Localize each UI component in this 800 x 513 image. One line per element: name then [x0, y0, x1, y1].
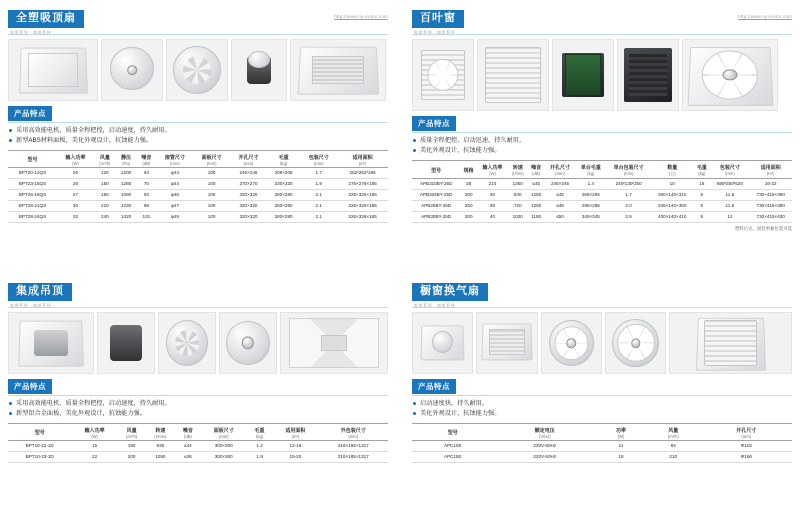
table-row	[412, 211, 792, 222]
cell: 5	[693, 211, 710, 222]
table-row	[412, 440, 792, 451]
section-subtitle: 家用系列 · 商用系列	[10, 30, 52, 35]
cell: 320×320	[230, 200, 267, 211]
cell: 280×280	[267, 211, 300, 222]
table-row	[412, 178, 792, 189]
spec-table	[412, 423, 792, 463]
column-header: 型号	[8, 150, 57, 167]
section-window-fan	[412, 283, 792, 463]
features-title: 产品特点	[8, 106, 52, 121]
column-header: 型号	[412, 160, 460, 178]
cell: ≤48	[545, 200, 576, 211]
cell: 2.1	[300, 200, 337, 211]
cell: 26	[57, 178, 94, 189]
cell: 245×245	[545, 178, 576, 189]
cell: ≤46	[175, 451, 200, 462]
cell: 1.9	[300, 178, 337, 189]
features-list	[412, 399, 792, 419]
cell: 2.1	[300, 211, 337, 222]
table-row	[8, 440, 388, 451]
features-title: 产品特点	[8, 379, 52, 394]
column-header: 型号	[8, 423, 71, 440]
table-header-row	[8, 423, 388, 440]
cell: 84	[646, 440, 701, 451]
section-integrated-ceiling	[8, 283, 388, 463]
cell: 40	[477, 211, 508, 222]
cell: 70	[136, 178, 156, 189]
table-row	[412, 189, 792, 200]
cell: 1.7	[606, 189, 651, 200]
product-photo	[412, 312, 473, 374]
column-header: 风量 (m³/h)	[94, 150, 116, 167]
product-photo-strip	[8, 312, 388, 374]
cell: APB25BY-25D	[412, 200, 460, 211]
cell: 240	[94, 211, 116, 222]
cell: 300	[460, 211, 477, 222]
section-subtitle: 家用系列 · 商用系列	[414, 303, 456, 308]
cell: 11.5	[710, 200, 749, 211]
cell: 295×295	[575, 200, 606, 211]
column-header: 毛重 (kg)	[693, 160, 710, 178]
cell: 11	[596, 440, 646, 451]
section-ceiling-fan	[8, 10, 388, 223]
cell: 5	[693, 189, 710, 200]
table-note: 塑料后壳、固装单独包装可选	[734, 225, 792, 231]
cell: 150	[118, 440, 146, 451]
column-header: 面板尺寸 (mm)	[201, 423, 247, 440]
cell: 1.9	[247, 451, 272, 462]
table-row	[8, 200, 388, 211]
table-header-row	[412, 160, 792, 178]
product-photo	[8, 312, 94, 374]
cell: φ46	[156, 189, 193, 200]
features-divider	[412, 132, 792, 133]
cell: 32	[57, 211, 94, 222]
cell: 15-20	[272, 451, 318, 462]
cell: 316×185×1317	[319, 440, 388, 451]
cell: APB325BY-25D	[412, 189, 460, 200]
column-header: 转速 (r/min)	[146, 423, 176, 440]
column-header: 噪音 (dB)	[528, 160, 545, 178]
cell: φ49	[156, 211, 193, 222]
cell: 280×280	[267, 200, 300, 211]
cell: 208×208	[267, 167, 300, 178]
cell: 230×230	[267, 178, 300, 189]
cell: 200	[460, 189, 477, 200]
cell: 10	[651, 178, 693, 189]
cell: 210	[94, 200, 116, 211]
cell: 30	[477, 189, 508, 200]
column-header: 毛重 (kg)	[247, 423, 272, 440]
column-header: 适用面积 (m²)	[272, 423, 318, 440]
cell: 93	[136, 189, 156, 200]
cell: φ47	[156, 200, 193, 211]
cell: 200	[118, 451, 146, 462]
cell: BPT28-24QS	[8, 211, 57, 222]
cell: 12-16	[272, 440, 318, 451]
column-header: 外包装尺寸 (mm)	[319, 423, 388, 440]
section-title: 集成吊顶	[8, 283, 72, 301]
cell: 246×246	[230, 167, 267, 178]
table-row	[8, 189, 388, 200]
cell: BPT10-22-1D	[8, 440, 71, 451]
cell: 730×415×390	[749, 200, 792, 211]
product-photo	[605, 312, 666, 374]
cell: BPT28-21QS	[8, 200, 57, 211]
cell: 1320	[116, 211, 136, 222]
cell: φ44	[156, 178, 193, 189]
table-row	[8, 167, 388, 178]
cell: 345×140×350	[651, 200, 693, 211]
column-header: 噪音 (dB)	[136, 150, 156, 167]
section-title: 百叶窗	[412, 10, 464, 28]
cell: 100	[193, 189, 230, 200]
column-header: 接管尺寸 (mm)	[156, 150, 193, 167]
cell: Φ116	[701, 440, 792, 451]
table-header-row	[8, 150, 388, 167]
cell: 12	[710, 211, 749, 222]
cell: APC10E	[412, 440, 493, 451]
table-row	[8, 211, 388, 222]
features-divider	[8, 122, 388, 123]
cell: 15	[71, 440, 117, 451]
product-photo	[101, 39, 163, 101]
features-title: 产品特点	[412, 379, 456, 394]
cell: 326×326×185	[337, 200, 388, 211]
cell: 100	[193, 167, 230, 178]
spec-table	[412, 160, 792, 223]
table-header-row	[412, 423, 792, 440]
product-photo	[412, 39, 474, 111]
product-photo-strip	[412, 312, 792, 374]
cell: 120	[94, 167, 116, 178]
section-title: 橱窗换气扇	[412, 283, 488, 301]
features-divider	[412, 395, 792, 396]
column-header: 面板尺寸 (mm)	[193, 150, 230, 167]
cell: 220V-50Hz	[493, 451, 596, 462]
column-header: 输入功率 (W)	[71, 423, 117, 440]
cell: 935	[146, 440, 176, 451]
cell: 270×270	[230, 178, 267, 189]
cell: 220V-50Hz	[493, 440, 596, 451]
cell: 320×320	[230, 189, 267, 200]
cell: 2.0	[606, 200, 651, 211]
product-photo	[97, 312, 155, 374]
section-title: 全塑吸顶扇	[8, 10, 84, 28]
cell: 730×415×390	[749, 189, 792, 200]
cell: 25	[460, 178, 477, 189]
column-header: 适用面积 (m²)	[749, 160, 792, 178]
column-header: 输入功率 (W)	[57, 150, 94, 167]
product-photo	[280, 312, 388, 374]
table-row	[8, 178, 388, 189]
cell: 100	[193, 178, 230, 189]
cell: 300×300	[201, 440, 247, 451]
cell: 1.2	[247, 440, 272, 451]
column-header: 开孔尺寸 (mm)	[545, 160, 576, 178]
product-photo	[8, 39, 98, 101]
column-header: 规格	[460, 160, 477, 178]
cell: 320×320	[230, 211, 267, 222]
cell: ≤44	[175, 440, 200, 451]
section-header	[8, 283, 388, 308]
product-photo	[669, 312, 792, 374]
column-header: 输入功率 (W)	[477, 160, 508, 178]
features-divider	[8, 395, 388, 396]
cell: 316×185×1317	[319, 451, 388, 462]
cell: 2.5	[606, 211, 651, 222]
product-photo-strip	[8, 39, 388, 101]
product-photo	[158, 312, 216, 374]
cell: 100	[193, 200, 230, 211]
features-title: 产品特点	[412, 116, 456, 131]
cell: 11.5	[710, 189, 749, 200]
section-header	[412, 10, 792, 35]
spec-table	[8, 423, 388, 463]
column-header: 适用面积 (m²)	[337, 150, 388, 167]
cell: 720	[508, 200, 528, 211]
section-subtitle: 家用系列 · 商用系列	[414, 30, 456, 35]
cell: 2.1	[300, 189, 337, 200]
cell: 18	[596, 451, 646, 462]
cell: 180	[94, 189, 116, 200]
cell: 1250	[528, 189, 545, 200]
cell: ≤45	[545, 189, 576, 200]
table-row	[8, 451, 388, 462]
cell: 240²130²250	[606, 178, 651, 189]
cell: BPT10-23-1D	[8, 451, 71, 462]
column-header: 静压 (Pa)	[116, 150, 136, 167]
feature-item: 美化外观设计，抗蚀能力强。	[412, 146, 792, 156]
cell: 265×265	[575, 189, 606, 200]
cell: 326×326×185	[337, 189, 388, 200]
spec-table	[8, 150, 388, 223]
feature-item: 采用高效能电机、质量全程把控，启动速度，持久耐用。	[8, 126, 388, 136]
feature-item: 美化外观设计，抗蚀能力强。	[412, 409, 792, 419]
cell: 1200	[116, 167, 136, 178]
cell: 26	[57, 167, 94, 178]
cell: 16-22	[749, 178, 792, 189]
column-header: 包装尺寸 (mm)	[300, 150, 337, 167]
section-subtitle: 家用系列 · 商用系列	[10, 303, 52, 308]
section-header	[8, 10, 388, 35]
cell: 276×276×185	[337, 178, 388, 189]
column-header: 单台包装尺寸 (mm)	[606, 160, 651, 178]
cell: 1230	[116, 200, 136, 211]
product-photo	[617, 39, 679, 111]
cell: 210	[646, 451, 701, 462]
cell: 680²250²520	[710, 178, 749, 189]
cell: 252²252²185	[337, 167, 388, 178]
feature-item: 新型铝合金面板，美化外观设计，抗蚀能力强。	[8, 409, 388, 419]
cell: 280×280	[267, 189, 300, 200]
cell: 1150	[528, 211, 545, 222]
cell: 345×345	[575, 211, 606, 222]
cell: 27	[57, 189, 94, 200]
product-photo	[476, 312, 537, 374]
website-url[interactable]: http://www.ny-motor.com	[334, 14, 388, 19]
cell: APC15E	[412, 451, 493, 462]
cell: φ44	[156, 167, 193, 178]
product-photo	[541, 312, 602, 374]
product-photo	[166, 39, 228, 101]
column-header: 额定电压 (V/Hz)	[493, 423, 596, 440]
features-list	[8, 126, 388, 146]
column-header: 数量 (台)	[651, 160, 693, 178]
cell: BPT23-15QS	[8, 178, 57, 189]
cell: ≤45	[528, 178, 545, 189]
feature-item: 采用高效能电机、质量全程把控，启动速度，持久耐用。	[8, 399, 388, 409]
cell: 16	[693, 178, 710, 189]
cell: 22	[71, 451, 117, 462]
product-photo	[219, 312, 277, 374]
cell: 100	[193, 211, 230, 222]
cell: 540	[508, 189, 528, 200]
cell: 30	[57, 200, 94, 211]
cell: 1090	[116, 189, 136, 200]
column-header: 型号	[412, 423, 493, 440]
cell: 400×140×410	[651, 211, 693, 222]
column-header: 风量 (m³/h)	[118, 423, 146, 440]
features-list	[8, 399, 388, 419]
column-header: 单台毛重 (kg)	[575, 160, 606, 178]
column-header: 开孔尺寸 (mm)	[230, 150, 267, 167]
cell: 150	[94, 178, 116, 189]
product-photo	[552, 39, 614, 111]
product-photo	[682, 39, 778, 111]
column-header: 毛重 (kg)	[267, 150, 300, 167]
column-header: 噪音 (dB)	[175, 423, 200, 440]
website-url[interactable]: http://www.ny-motor.com	[738, 14, 792, 19]
feature-item: 启动速度快，持久耐用。	[412, 399, 792, 409]
feature-item: 新型ABS材料面板，美化外观设计，抗蚀能力强。	[8, 136, 388, 146]
column-header: 转速 (r/min)	[508, 160, 528, 178]
column-header: 风量 (m³/h)	[646, 423, 701, 440]
table-row	[412, 200, 792, 211]
column-header: 开孔尺寸 (mm)	[701, 423, 792, 440]
cell: APB310BY-25D	[412, 178, 460, 189]
cell: 5	[693, 200, 710, 211]
product-photo	[231, 39, 287, 101]
cell: 1020	[508, 211, 528, 222]
table-row	[412, 451, 792, 462]
cell: 64	[136, 167, 156, 178]
column-header: 功率 (W)	[596, 423, 646, 440]
section-shutter-fan	[412, 10, 792, 232]
cell: 1.7	[300, 167, 337, 178]
cell: 1.4	[575, 178, 606, 189]
cell: Φ166	[701, 451, 792, 462]
product-photo	[477, 39, 549, 111]
cell: 250	[460, 200, 477, 211]
column-header: 包装尺寸 (mm)	[710, 160, 749, 178]
cell: 1250	[528, 200, 545, 211]
cell: 730×415×430	[749, 211, 792, 222]
features-list	[412, 136, 792, 156]
cell: 1350	[508, 178, 528, 189]
feature-item: 质量全程把控，启动迅速，持久耐用。	[412, 136, 792, 146]
product-photo	[290, 39, 386, 101]
cell: 98	[136, 200, 156, 211]
product-photo-strip	[412, 39, 792, 111]
cell: 210	[477, 178, 508, 189]
cell: 1050	[146, 451, 176, 462]
cell: BPT20-12QS	[8, 167, 57, 178]
cell: ≤50	[545, 211, 576, 222]
cell: 300×300	[201, 451, 247, 462]
cell: APB30BY-25D	[412, 211, 460, 222]
cell: BPT26-18QS	[8, 189, 57, 200]
cell: 300×140×310	[651, 189, 693, 200]
cell: 326×326×185	[337, 211, 388, 222]
cell: 35	[477, 200, 508, 211]
cell: 101	[136, 211, 156, 222]
cell: 1280	[116, 178, 136, 189]
section-header	[412, 283, 792, 308]
